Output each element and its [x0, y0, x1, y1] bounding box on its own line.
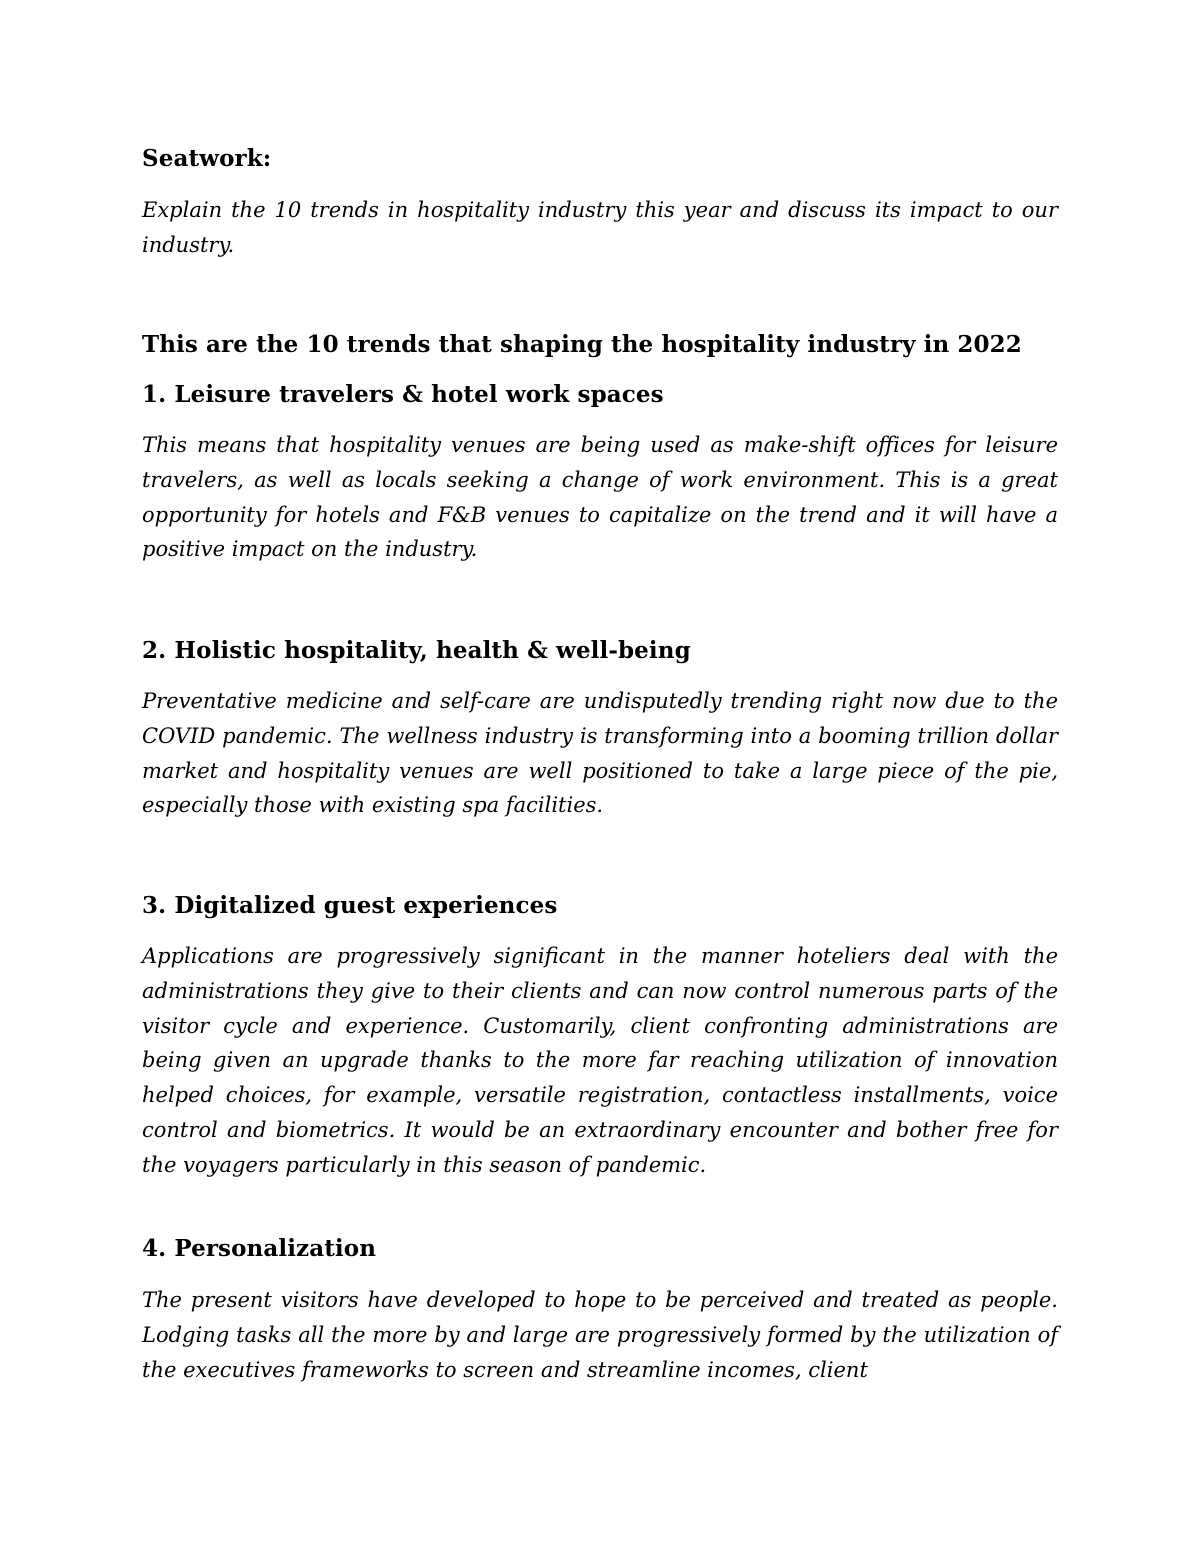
trend-4-body: The present visitors have developed to hope to be perceived and treated as people. Lodging tasks all the more by and large are progressively formed by the utilization of the executives frameworks to screen and streamline incomes, client [142, 1288, 1058, 1382]
main-heading: This are the 10 trends that shaping the hospitality industry in 2022 [142, 331, 1022, 358]
trend-1-heading: 1. Leisure travelers & hotel work spaces [142, 381, 664, 408]
trend-3-body: Applications are progressively significant in the manner hoteliers deal with the administrations they give to their clients and can now control numerous parts of the visitor cycle and experience. Customarily, client confronting administrations are being given an upgrade thanks to the more far reaching utilization of innovation helped choices, for example, versatile registration, contactless installments, voice control and biometrics. It would be an extraordinary encounter and bother free for the voyagers particularly in this season of pandemic. [142, 944, 1058, 1177]
trend-4-heading: 4. Personalization [142, 1235, 377, 1262]
trend-2-body: Preventative medicine and self-care are undisputedly trending right now due to the COVID pandemic. The wellness industry is transforming into a booming trillion dollar market and hospitality venues are well positioned to take a large piece of the pie, especially those with existing spa facilities. [142, 689, 1058, 818]
trend-1-body: This means that hospitality venues are being used as make-shift offices for leisure travelers, as well as locals seeking a change of work environment. This is a great opportunity for hotels and F&B venues to capitalize on the trend and it will have a positive impact on the industry. [142, 433, 1058, 562]
trend-3-heading: 3. Digitalized guest experiences [142, 892, 558, 919]
instructions-text: Explain the 10 trends in hospitality industry this year and discuss its impact to our industry. [142, 198, 1058, 257]
trend-2-heading: 2. Holistic hospitality, health & well-being [142, 637, 691, 664]
seatwork-label: Seatwork: [142, 145, 272, 172]
